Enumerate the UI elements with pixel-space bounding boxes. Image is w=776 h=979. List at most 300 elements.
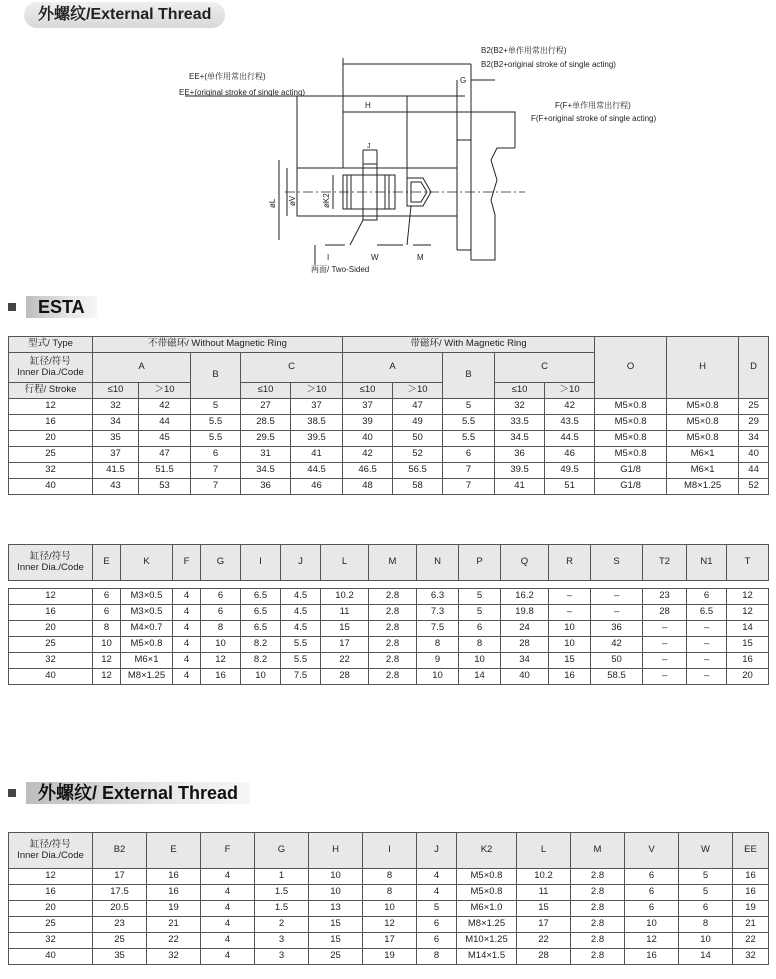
table-cell: 4	[417, 869, 457, 885]
table-cell: M5×0.8	[595, 447, 667, 463]
table-cell: 47	[139, 447, 191, 463]
table-cell: 17.5	[93, 885, 147, 901]
table-row	[9, 621, 769, 637]
table-cell: 10	[309, 869, 363, 885]
table-cell: 16	[727, 653, 769, 669]
table-row	[9, 637, 769, 653]
table-cell: 40	[501, 669, 549, 685]
table-cell: 12	[727, 605, 769, 621]
table-cell: 24	[501, 621, 549, 637]
row-bore-cell: 12	[9, 589, 93, 605]
table-cell: 6	[201, 605, 241, 621]
table-cell: 36	[495, 447, 545, 463]
stroke-le10: ≤10	[241, 383, 291, 399]
table-cell: 5.5	[281, 637, 321, 653]
table-cell: 5.5	[443, 415, 495, 431]
stroke-le10: ≤10	[343, 383, 393, 399]
table-cell: 2.8	[571, 933, 625, 949]
table-cell: 2.8	[571, 901, 625, 917]
row-bore-cell: 25	[9, 917, 93, 933]
col-header-k: K	[121, 545, 173, 581]
table-cell: 6	[625, 885, 679, 901]
table-cell: –	[643, 669, 687, 685]
table-cell: 49	[393, 415, 443, 431]
table-cell: 14	[459, 669, 501, 685]
table-cell: 4	[201, 949, 255, 965]
table-cell: 10	[549, 637, 591, 653]
esta-section-title: ESTA	[26, 296, 97, 318]
table-cell: 56.5	[393, 463, 443, 479]
ext-section-title: 外螺纹/ External Thread	[26, 782, 250, 804]
table-cell: 7	[443, 479, 495, 495]
table-cell: 5.5	[443, 431, 495, 447]
table-cell: 6	[93, 589, 121, 605]
table-cell: M10×1.25	[457, 933, 517, 949]
table-cell: 5	[679, 869, 733, 885]
table-cell: 8	[417, 637, 459, 653]
external-thread-diagram	[175, 40, 695, 280]
table-cell: 34.5	[495, 431, 545, 447]
table-cell: 3	[255, 933, 309, 949]
table-cell: 58.5	[591, 669, 643, 685]
table-cell: 35	[93, 431, 139, 447]
table-cell: 12	[727, 589, 769, 605]
table-cell: 43.5	[545, 415, 595, 431]
table-cell: 47	[393, 399, 443, 415]
table-cell: 2.8	[571, 885, 625, 901]
col-header-b-ring: B	[443, 353, 495, 399]
ext-section-header	[8, 782, 250, 804]
table-cell: 20	[727, 669, 769, 685]
stroke-label-cell: 行程/ Stroke	[9, 383, 93, 399]
code-label-cell	[9, 353, 93, 383]
table-cell: 34	[93, 415, 139, 431]
table-cell: 19.8	[501, 605, 549, 621]
table-cell: 5.5	[191, 415, 241, 431]
table-cell: M5×0.8	[667, 399, 739, 415]
table-cell: 12	[201, 653, 241, 669]
label-b2-en: B2(B2+original stroke of single acting)	[481, 60, 616, 69]
table-cell: 7.5	[417, 621, 459, 637]
table-cell: 2.8	[571, 917, 625, 933]
table-cell: 36	[591, 621, 643, 637]
table-cell: 10	[417, 669, 459, 685]
table-cell: 7.5	[281, 669, 321, 685]
table-cell: –	[687, 669, 727, 685]
row-bore-cell: 16	[9, 605, 93, 621]
table-cell: 19	[733, 901, 769, 917]
table-cell: 4	[173, 669, 201, 685]
table-cell: 46.5	[343, 463, 393, 479]
col-header-i: I	[241, 545, 281, 581]
table-cell: 6	[93, 605, 121, 621]
table-cell: 46	[291, 479, 343, 495]
label-b2-cn: B2(B2+单作用常出行程)	[481, 46, 567, 55]
without-ring-header: 不带磁环/ Without Magnetic Ring	[93, 337, 343, 353]
row-bore-cell: 40	[9, 949, 93, 965]
table-cell: 1	[255, 869, 309, 885]
table-cell: 34.5	[241, 463, 291, 479]
table-cell: 34	[501, 653, 549, 669]
table-cell: 4	[201, 933, 255, 949]
table-cell: M6×1	[121, 653, 173, 669]
col-header-g: G	[201, 545, 241, 581]
table-row	[9, 917, 769, 933]
table-cell: 10.2	[321, 589, 369, 605]
table-cell: 3	[255, 949, 309, 965]
col-header-q: Q	[501, 545, 549, 581]
table-row	[9, 669, 769, 685]
table-cell: 4.5	[281, 621, 321, 637]
table-cell: 6.5	[241, 621, 281, 637]
col-header-a: A	[93, 353, 191, 383]
table-cell: 8	[93, 621, 121, 637]
esta-table	[8, 336, 769, 495]
label-l: øL	[268, 198, 277, 208]
table-cell: 17	[93, 869, 147, 885]
col-header-g: G	[255, 833, 309, 869]
table-cell: 28	[501, 637, 549, 653]
table-cell: –	[591, 589, 643, 605]
table-cell: 4	[417, 885, 457, 901]
table-cell: 22	[517, 933, 571, 949]
table-cell: 31	[241, 447, 291, 463]
table-cell: 23	[643, 589, 687, 605]
label-j: J	[367, 143, 371, 150]
table-cell: 12	[625, 933, 679, 949]
table-cell: 10	[459, 653, 501, 669]
row-bore-cell: 16	[9, 415, 93, 431]
table-cell: 14	[679, 949, 733, 965]
col-header-b2: B2	[93, 833, 147, 869]
col-header-m: M	[369, 545, 417, 581]
col-header-j: J	[417, 833, 457, 869]
table-row	[9, 901, 769, 917]
table-cell: 4	[173, 605, 201, 621]
table-cell: 6	[417, 933, 457, 949]
table-row	[9, 431, 769, 447]
code-label-cn: 缸径/符号	[30, 550, 71, 562]
col-header-e: E	[93, 545, 121, 581]
table-cell: –	[687, 637, 727, 653]
col-header-n: N	[417, 545, 459, 581]
table-row	[9, 399, 769, 415]
col-header-e: E	[147, 833, 201, 869]
table-cell: 39.5	[291, 431, 343, 447]
table-cell: 34	[739, 431, 769, 447]
table-cell: 28	[643, 605, 687, 621]
row-bore-cell: 12	[9, 869, 93, 885]
table-cell: 41	[495, 479, 545, 495]
label-f-en: F(F+original stroke of single acting)	[531, 114, 657, 123]
col-header-f: F	[173, 545, 201, 581]
table-cell: 9	[417, 653, 459, 669]
table-cell: 15	[549, 653, 591, 669]
table-row	[9, 869, 769, 885]
col-header-s: S	[591, 545, 643, 581]
table-cell: 32	[147, 949, 201, 965]
row-bore-cell: 12	[9, 399, 93, 415]
table-cell: 17	[321, 637, 369, 653]
table-cell: 10.2	[517, 869, 571, 885]
table-cell: G1/8	[595, 463, 667, 479]
row-bore-cell: 25	[9, 447, 93, 463]
table-cell: 10	[309, 885, 363, 901]
table-cell: 1.5	[255, 885, 309, 901]
table-cell: 5	[191, 399, 241, 415]
row-bore-cell: 32	[9, 463, 93, 479]
table-cell: 2	[255, 917, 309, 933]
table-cell: 6	[191, 447, 241, 463]
table-cell: 10	[549, 621, 591, 637]
table-cell: 51.5	[139, 463, 191, 479]
table-cell: 10	[679, 933, 733, 949]
table-cell: 8	[459, 637, 501, 653]
col-header-h: H	[667, 337, 739, 399]
table-cell: 6	[687, 589, 727, 605]
table-cell: 15	[309, 933, 363, 949]
table-cell: 10	[363, 901, 417, 917]
table-cell: 6.5	[241, 589, 281, 605]
label-v: øV	[288, 195, 297, 206]
col-header-ee: EE	[733, 833, 769, 869]
table-cell: 6	[417, 917, 457, 933]
label-w: W	[371, 253, 379, 262]
table-cell: 4	[201, 885, 255, 901]
table-cell: 10	[201, 637, 241, 653]
table-cell: 8.2	[241, 653, 281, 669]
col-header-i: I	[363, 833, 417, 869]
code-label-en: Inner Dia./Code	[17, 849, 84, 861]
table-cell: 8	[679, 917, 733, 933]
table-row	[9, 605, 769, 621]
table-cell: 58	[393, 479, 443, 495]
table-cell: 50	[393, 431, 443, 447]
table-cell: 8.2	[241, 637, 281, 653]
table-cell: M3×0.5	[121, 589, 173, 605]
col-header-r: R	[549, 545, 591, 581]
table-cell: G1/8	[595, 479, 667, 495]
table-cell: 4	[201, 869, 255, 885]
row-bore-cell: 32	[9, 653, 93, 669]
table-cell: 16	[733, 885, 769, 901]
page-title: 外螺纹/External Thread	[24, 2, 225, 28]
col-header-o: O	[595, 337, 667, 399]
table-cell: 4	[173, 621, 201, 637]
table-cell: 33.5	[495, 415, 545, 431]
table-row	[9, 933, 769, 949]
table-cell: M5×0.8	[595, 415, 667, 431]
stroke-le10: ≤10	[93, 383, 139, 399]
table-cell: 43	[93, 479, 139, 495]
table-cell: 14	[727, 621, 769, 637]
col-header-j: J	[281, 545, 321, 581]
table-cell: 46	[545, 447, 595, 463]
code-label-cell	[9, 545, 93, 581]
table-cell: 41	[291, 447, 343, 463]
table-cell: 42	[545, 399, 595, 415]
table-row	[9, 589, 769, 605]
col-header-d: D	[739, 337, 769, 399]
table-cell: 49.5	[545, 463, 595, 479]
table-cell: 7	[443, 463, 495, 479]
row-bore-cell: 20	[9, 901, 93, 917]
table-cell: 5.5	[191, 431, 241, 447]
table-cell: 25	[309, 949, 363, 965]
table-cell: 7.3	[417, 605, 459, 621]
table-cell: M5×0.8	[667, 415, 739, 431]
col-header-c: C	[241, 353, 343, 383]
table-cell: 8	[363, 869, 417, 885]
table-row	[9, 949, 769, 965]
table-cell: 51	[545, 479, 595, 495]
table-cell: 6.3	[417, 589, 459, 605]
table-cell: 37	[93, 447, 139, 463]
table-cell: M8×1.25	[667, 479, 739, 495]
table-cell: –	[687, 621, 727, 637]
label-ee-cn: EE+(单作用常出行程)	[189, 72, 266, 81]
table-cell: 16	[147, 869, 201, 885]
table-cell: 5	[417, 901, 457, 917]
table-cell: 5.5	[281, 653, 321, 669]
label-g: G	[460, 76, 467, 85]
col-header-n1: N1	[687, 545, 727, 581]
table-cell: M5×0.8	[595, 431, 667, 447]
label-h: H	[365, 101, 371, 110]
table-cell: 4.5	[281, 605, 321, 621]
table-cell: 6	[625, 869, 679, 885]
table-cell: 32	[733, 949, 769, 965]
stroke-le10: ≤10	[495, 383, 545, 399]
table-cell: 8	[417, 949, 457, 965]
table-cell: 12	[93, 653, 121, 669]
table-cell: 4	[201, 917, 255, 933]
table-cell: M6×1	[667, 447, 739, 463]
table-cell: 36	[241, 479, 291, 495]
table-cell: 5	[459, 589, 501, 605]
with-ring-header: 带磁环/ With Magnetic Ring	[343, 337, 595, 353]
table-cell: 6	[459, 621, 501, 637]
col-header-k2: K2	[457, 833, 517, 869]
label-k2: øK2	[322, 193, 331, 208]
table-cell: 16	[733, 869, 769, 885]
table-cell: 39.5	[495, 463, 545, 479]
table-cell: 4	[173, 589, 201, 605]
table-cell: –	[549, 605, 591, 621]
table-cell: 16	[147, 885, 201, 901]
table-cell: –	[643, 637, 687, 653]
table-cell: 42	[591, 637, 643, 653]
table-cell: 44.5	[291, 463, 343, 479]
table-cell: 40	[343, 431, 393, 447]
table-cell: 2.8	[369, 621, 417, 637]
table-cell: 2.8	[369, 589, 417, 605]
table-cell: 45	[139, 431, 191, 447]
table-cell: 19	[363, 949, 417, 965]
stroke-gt10: ＞10	[139, 383, 191, 399]
table-row	[9, 463, 769, 479]
table-cell: 38.5	[291, 415, 343, 431]
col-header-v: V	[625, 833, 679, 869]
table-cell: 53	[139, 479, 191, 495]
table-cell: 52	[739, 479, 769, 495]
col-header-f: F	[201, 833, 255, 869]
table-cell: 8	[201, 621, 241, 637]
col-header-l: L	[517, 833, 571, 869]
table-cell: M14×1.5	[457, 949, 517, 965]
table-cell: 5	[679, 885, 733, 901]
table-cell: 11	[517, 885, 571, 901]
label-m: M	[417, 253, 424, 262]
table-cell: 15	[517, 901, 571, 917]
table-cell: 22	[733, 933, 769, 949]
table-cell: 13	[309, 901, 363, 917]
table-cell: 17	[363, 933, 417, 949]
col-header-p: P	[459, 545, 501, 581]
table-cell: –	[591, 605, 643, 621]
table-cell: 42	[343, 447, 393, 463]
table-cell: 2.8	[369, 605, 417, 621]
table-cell: 50	[591, 653, 643, 669]
section-bullet-icon	[8, 789, 16, 797]
table-cell: 37	[291, 399, 343, 415]
code-label-cell	[9, 833, 93, 869]
table-cell: –	[549, 589, 591, 605]
row-bore-cell: 40	[9, 669, 93, 685]
row-bore-cell: 25	[9, 637, 93, 653]
table-cell: 15	[727, 637, 769, 653]
table-cell: 44.5	[545, 431, 595, 447]
table-cell: 22	[147, 933, 201, 949]
code-label-cn: 缸径/符号	[30, 838, 71, 850]
table-cell: M4×0.7	[121, 621, 173, 637]
table-cell: 29	[739, 415, 769, 431]
table-cell: 12	[363, 917, 417, 933]
table-cell: M6×1	[667, 463, 739, 479]
table-cell: 4	[173, 637, 201, 653]
table-cell: 7	[191, 479, 241, 495]
table-cell: 23	[93, 917, 147, 933]
table-cell: 20.5	[93, 901, 147, 917]
table-cell: 2.8	[369, 637, 417, 653]
table-cell: M5×0.8	[595, 399, 667, 415]
table-cell: 41.5	[93, 463, 139, 479]
external-thread-table	[8, 832, 769, 965]
table-cell: –	[643, 653, 687, 669]
table-cell: M5×0.8	[667, 431, 739, 447]
table-cell: 5	[459, 605, 501, 621]
table-cell: 2.8	[571, 949, 625, 965]
table-cell: 6	[443, 447, 495, 463]
table-cell: 25	[93, 933, 147, 949]
table-cell: 21	[733, 917, 769, 933]
table-cell: 16	[201, 669, 241, 685]
table-cell: 28	[321, 669, 369, 685]
table-cell: 12	[93, 669, 121, 685]
table-cell: 10	[625, 917, 679, 933]
table-row	[9, 415, 769, 431]
table-cell: 40	[739, 447, 769, 463]
table-cell: 15	[309, 917, 363, 933]
table-cell: 16	[625, 949, 679, 965]
table-cell: 37	[343, 399, 393, 415]
esta-section-header	[8, 296, 97, 318]
table-cell: 2.8	[369, 653, 417, 669]
row-bore-cell: 20	[9, 431, 93, 447]
col-header-m: M	[571, 833, 625, 869]
row-bore-cell: 32	[9, 933, 93, 949]
table-cell: 52	[393, 447, 443, 463]
